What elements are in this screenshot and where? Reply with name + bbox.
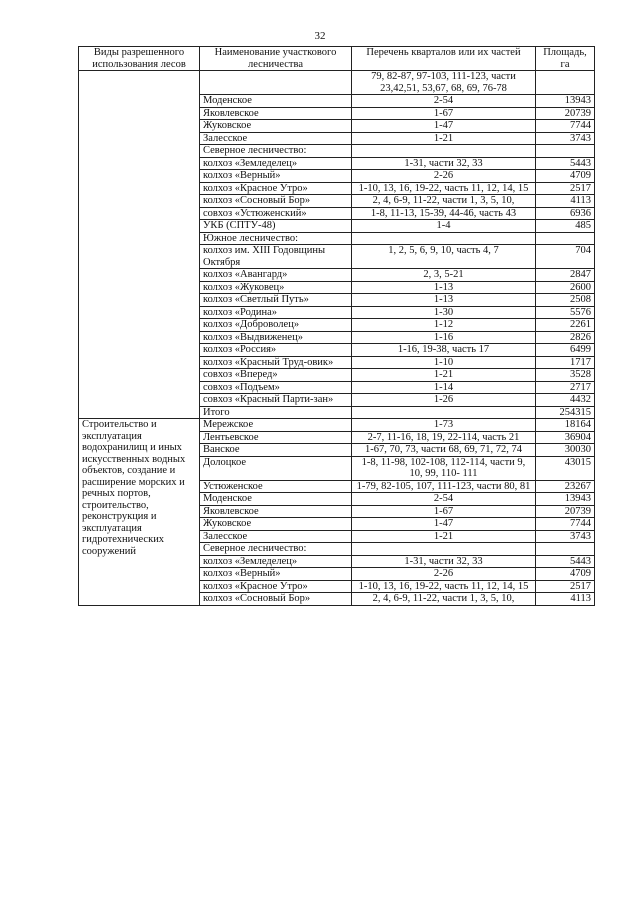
- quarters-cell: [352, 145, 536, 158]
- quarters-cell: 2-54: [352, 493, 536, 506]
- forestry-name-cell: Северное лесничество:: [200, 543, 352, 556]
- area-cell: [536, 145, 595, 158]
- quarters-cell: 1-21: [352, 369, 536, 382]
- area-cell: 2826: [536, 331, 595, 344]
- quarters-cell: 2, 3, 5-21: [352, 269, 536, 282]
- forestry-name-cell: колхоз «Красный Труд-овик»: [200, 356, 352, 369]
- forestry-name-cell: колхоз «Верный»: [200, 568, 352, 581]
- quarters-cell: [352, 543, 536, 556]
- header-quarters: Перечень кварталов или их частей: [352, 47, 536, 71]
- area-cell: 23267: [536, 480, 595, 493]
- forestry-name-cell: колхоз «Доброволец»: [200, 319, 352, 332]
- area-cell: 4432: [536, 394, 595, 407]
- area-cell: [536, 232, 595, 245]
- quarters-cell: 1-26: [352, 394, 536, 407]
- area-cell: 1717: [536, 356, 595, 369]
- quarters-cell: 79, 82-87, 97-103, 111-123, части 23,42,51, 53,67, 68, 69, 76-78: [352, 71, 536, 95]
- forestry-name-cell: Мережское: [200, 419, 352, 432]
- quarters-cell: 1-21: [352, 530, 536, 543]
- quarters-cell: 1-14: [352, 381, 536, 394]
- forestry-name-cell: Итого: [200, 406, 352, 419]
- quarters-cell: 2-7, 11-16, 18, 19, 22-114, часть 21: [352, 431, 536, 444]
- quarters-cell: 1-8, 11-13, 15-39, 44-46, часть 43: [352, 207, 536, 220]
- area-cell: 2508: [536, 294, 595, 307]
- forestry-name-cell: Залесское: [200, 530, 352, 543]
- area-cell: 5443: [536, 157, 595, 170]
- area-cell: 43015: [536, 456, 595, 480]
- forestry-name-cell: колхоз «Светлый Путь»: [200, 294, 352, 307]
- forestry-name-cell: Залесское: [200, 132, 352, 145]
- area-cell: 36904: [536, 431, 595, 444]
- area-cell: 4113: [536, 593, 595, 606]
- area-cell: 6936: [536, 207, 595, 220]
- quarters-cell: [352, 232, 536, 245]
- forestry-name-cell: Устюженское: [200, 480, 352, 493]
- quarters-cell: 2, 4, 6-9, 11-22, части 1, 3, 5, 10,: [352, 593, 536, 606]
- quarters-cell: 1-67, 70, 73, части 68, 69, 71, 72, 74: [352, 444, 536, 457]
- forestry-name-cell: Яковлевское: [200, 107, 352, 120]
- quarters-cell: 1-8, 11-98, 102-108, 112-114, части 9, 10, 99, 110- 111: [352, 456, 536, 480]
- area-cell: 7744: [536, 518, 595, 531]
- area-cell: 3743: [536, 132, 595, 145]
- forestry-name-cell: УКБ (СПТУ-48): [200, 220, 352, 233]
- header-use: Виды разрешенного использования лесов: [79, 47, 200, 71]
- quarters-cell: 2-26: [352, 170, 536, 183]
- table-row: [79, 419, 595, 432]
- area-cell: 13943: [536, 95, 595, 108]
- forestry-name-cell: колхоз «Красное Утро»: [200, 580, 352, 593]
- area-cell: 2517: [536, 580, 595, 593]
- forestry-name-cell: колхоз им. XIII Годовщины Октября: [200, 245, 352, 269]
- forestry-name-cell: Южное лесничество:: [200, 232, 352, 245]
- area-cell: 3743: [536, 530, 595, 543]
- forestry-name-cell: Жуковское: [200, 518, 352, 531]
- quarters-cell: 1-79, 82-105, 107, 111-123, части 80, 81: [352, 480, 536, 493]
- forestry-name-cell: колхоз «Сосновый Бор»: [200, 593, 352, 606]
- forestry-name-cell: Моденское: [200, 95, 352, 108]
- forestry-name-cell: Долоцкое: [200, 456, 352, 480]
- area-cell: 13943: [536, 493, 595, 506]
- quarters-cell: 1-13: [352, 294, 536, 307]
- forestry-name-cell: Северное лесничество:: [200, 145, 352, 158]
- forestry-name-cell: совхоз «Подъем»: [200, 381, 352, 394]
- area-cell: 2517: [536, 182, 595, 195]
- quarters-cell: 1-31, части 32, 33: [352, 555, 536, 568]
- page-number: 32: [314, 30, 326, 42]
- quarters-cell: 1-10, 13, 16, 19-22, часть 11, 12, 14, 15: [352, 580, 536, 593]
- quarters-cell: 1-47: [352, 120, 536, 133]
- forestry-name-cell: совхоз «Красный Парти-зан»: [200, 394, 352, 407]
- area-cell: 4709: [536, 170, 595, 183]
- forestry-name-cell: колхоз «Верный»: [200, 170, 352, 183]
- forestry-name-cell: колхоз «Сосновый Бор»: [200, 195, 352, 208]
- area-cell: 2717: [536, 381, 595, 394]
- quarters-cell: 1-16, 19-38, часть 17: [352, 344, 536, 357]
- forestry-name-cell: Ванское: [200, 444, 352, 457]
- forestry-name-cell: колхоз «Авангард»: [200, 269, 352, 282]
- forest-use-table: [78, 46, 595, 606]
- area-cell: 4113: [536, 195, 595, 208]
- forestry-name-cell: колхоз «Родина»: [200, 306, 352, 319]
- quarters-cell: [352, 406, 536, 419]
- quarters-cell: 1-10: [352, 356, 536, 369]
- quarters-cell: 1-31, части 32, 33: [352, 157, 536, 170]
- area-cell: 704: [536, 245, 595, 269]
- forestry-name-cell: колхоз «Жуковец»: [200, 281, 352, 294]
- quarters-cell: 1-67: [352, 505, 536, 518]
- quarters-cell: 1-73: [352, 419, 536, 432]
- area-cell: 254315: [536, 406, 595, 419]
- area-cell: 485: [536, 220, 595, 233]
- area-cell: 30030: [536, 444, 595, 457]
- header-row: [79, 47, 595, 71]
- forestry-name-cell: Моденское: [200, 493, 352, 506]
- forestry-name-cell: совхоз «Устюженский»: [200, 207, 352, 220]
- quarters-cell: 2, 4, 6-9, 11-22, части 1, 3, 5, 10,: [352, 195, 536, 208]
- quarters-cell: 1-12: [352, 319, 536, 332]
- quarters-cell: 2-54: [352, 95, 536, 108]
- quarters-cell: 1-16: [352, 331, 536, 344]
- quarters-cell: 1-47: [352, 518, 536, 531]
- use-type-cell: [79, 71, 200, 419]
- area-cell: 5576: [536, 306, 595, 319]
- forestry-name-cell: Яковлевское: [200, 505, 352, 518]
- quarters-cell: 1-67: [352, 107, 536, 120]
- quarters-cell: 2-26: [352, 568, 536, 581]
- table-row: [79, 71, 595, 95]
- quarters-cell: 1-21: [352, 132, 536, 145]
- forestry-name-cell: колхоз «Россия»: [200, 344, 352, 357]
- table-body: [79, 71, 595, 606]
- quarters-cell: 1-13: [352, 281, 536, 294]
- quarters-cell: 1-4: [352, 220, 536, 233]
- area-cell: 20739: [536, 107, 595, 120]
- area-cell: 3528: [536, 369, 595, 382]
- area-cell: 4709: [536, 568, 595, 581]
- forestry-name-cell: колхоз «Красное Утро»: [200, 182, 352, 195]
- forestry-name-cell: колхоз «Земледелец»: [200, 157, 352, 170]
- area-cell: 18164: [536, 419, 595, 432]
- area-cell: [536, 543, 595, 556]
- area-cell: 7744: [536, 120, 595, 133]
- forestry-name-cell: колхоз «Выдвиженец»: [200, 331, 352, 344]
- area-cell: 2261: [536, 319, 595, 332]
- area-cell: [536, 71, 595, 95]
- forestry-name-cell: колхоз «Земледелец»: [200, 555, 352, 568]
- area-cell: 2847: [536, 269, 595, 282]
- forestry-name-cell: Жуковское: [200, 120, 352, 133]
- area-cell: 6499: [536, 344, 595, 357]
- quarters-cell: 1-30: [352, 306, 536, 319]
- use-type-cell: Строительство и эксплуатация водохранилищ и иных искусственных водных объектов, создание и расширение морских и речных портов, строительство, реконструкция и эксплуатация гидротехнических сооружений: [79, 419, 200, 606]
- quarters-cell: 1, 2, 5, 6, 9, 10, часть 4, 7: [352, 245, 536, 269]
- forestry-name-cell: совхоз «Вперед»: [200, 369, 352, 382]
- header-area: Площадь, га: [536, 47, 595, 71]
- forestry-name-cell: Лентьевское: [200, 431, 352, 444]
- area-cell: 20739: [536, 505, 595, 518]
- header-name: Наименование участкового лесничества: [200, 47, 352, 71]
- area-cell: 2600: [536, 281, 595, 294]
- quarters-cell: 1-10, 13, 16, 19-22, часть 11, 12, 14, 15: [352, 182, 536, 195]
- forestry-name-cell: [200, 71, 352, 95]
- area-cell: 5443: [536, 555, 595, 568]
